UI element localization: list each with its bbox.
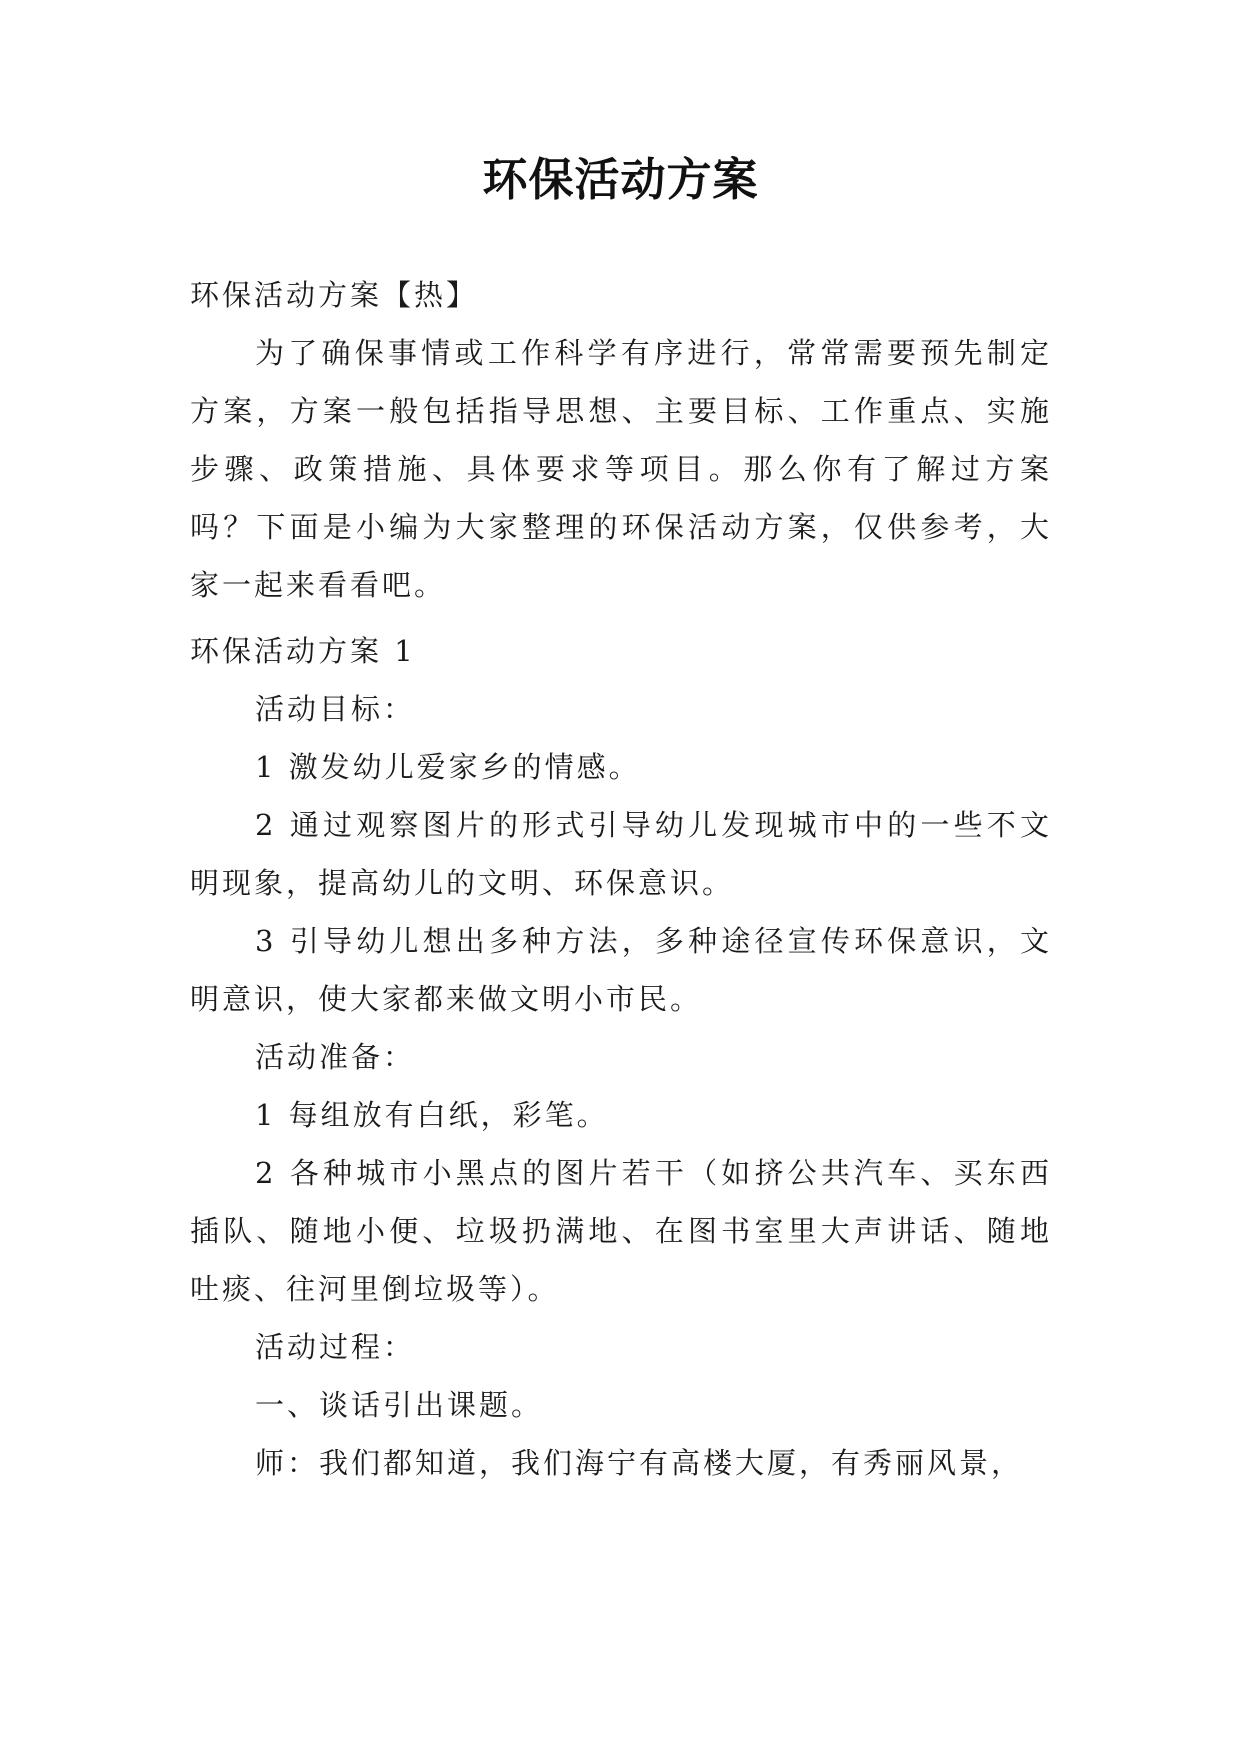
prep-item-2: 2 各种城市小黑点的图片若干（如挤公共汽车、买东西插队、随地小便、垃圾扔满地、在图书室里大声讲话、随地吐痰、往河里倒垃圾等）。 <box>190 1156 1052 1306</box>
goal-item-3: 3 引导幼儿想出多种方法，多种途径宣传环保意识，文明意识，使大家都来做文明小市民。 <box>190 924 1052 1016</box>
prep-item-1: 1 每组放有白纸，彩笔。 <box>255 1098 609 1132</box>
prep-label: 活动准备： <box>255 1040 416 1074</box>
goal-item-1: 1 激发幼儿爱家乡的情感。 <box>255 750 641 784</box>
process-label: 活动过程： <box>255 1330 416 1364</box>
goals-label: 活动目标： <box>255 692 416 726</box>
intro-heading: 环保活动方案【热】 <box>190 278 479 312</box>
intro-block <box>190 266 1052 614</box>
section-1-block <box>190 622 1052 1492</box>
section-1-heading: 环保活动方案 1 <box>190 634 416 668</box>
process-step-1: 一、谈话引出课题。 <box>255 1388 544 1422</box>
goal-item-2: 2 通过观察图片的形式引导幼儿发现城市中的一些不文明现象，提高幼儿的文明、环保意识。 <box>190 808 1052 900</box>
teacher-line: 师：我们都知道，我们海宁有高楼大厦，有秀丽风景， <box>255 1446 1024 1480</box>
document-title: 环保活动方案 <box>482 153 759 206</box>
intro-paragraph: 为了确保事情或工作科学有序进行，常常需要预先制定方案，方案一般包括指导思想、主要目标、工作重点、实施步骤、政策措施、具体要求等项目。那么你有了解过方案吗？下面是小编为大家整理的环保活动方案，仅供参考，大家一起来看看吧。 <box>190 336 1052 602</box>
